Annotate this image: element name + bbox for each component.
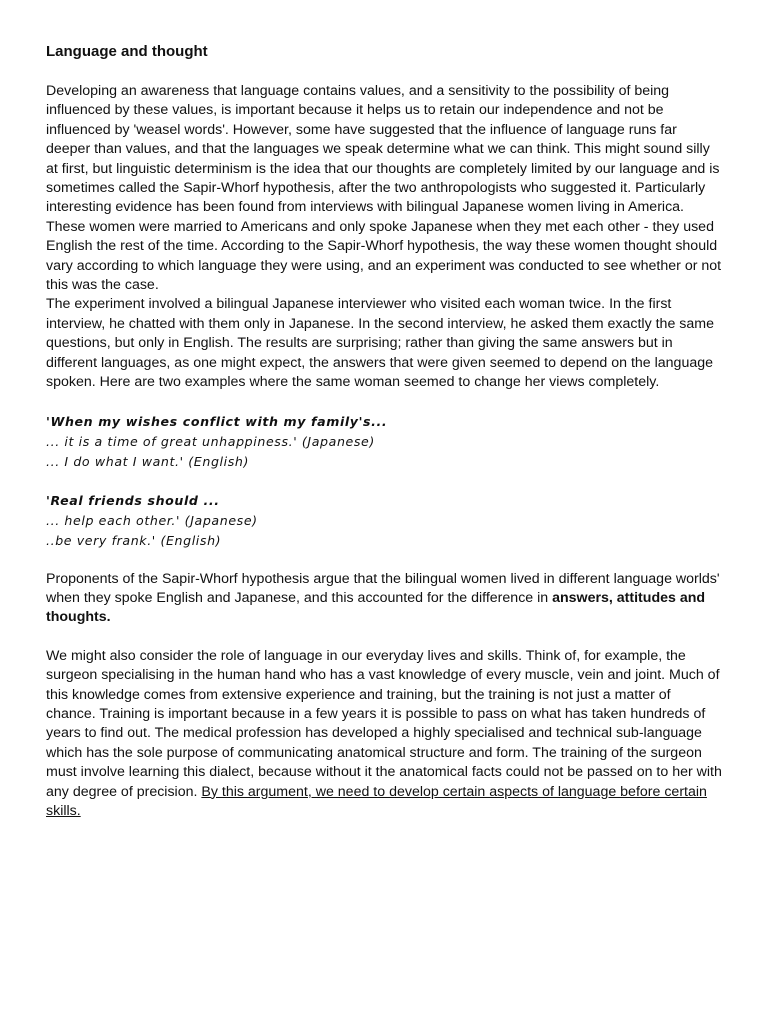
example-1 <box>46 412 722 472</box>
proponents-text: Proponents of the Sapir-Whorf hypothesis argue that the bilingual women lived in different language worlds' when they spoke English and Japanese, and this accounted for the difference in <box>46 570 720 606</box>
example-answer: ... help each other.' (Japanese) <box>46 512 258 528</box>
spacer <box>46 551 722 570</box>
spacer <box>46 628 722 647</box>
example-answer: ..be very frank.' (English) <box>46 532 222 548</box>
intro-paragraph-1: Developing an awareness that language contains values, and a sensitivity to the possibility of being influenced by these values, is important because it helps us to retain our independence and not be influenced by 'weasel words'. However, some have suggested that the influence of language runs far deeper than values, and that the languages we speak determine what we can think. This might sound silly at first, but linguistic determinism is the idea that our thoughts are completely limited by our language and is sometimes called the Sapir-Whorf hypothesis, after the two anthropologists who suggested it. Particularly interesting evidence has been found from interviews with bilingual Japanese women living in America. These women were married to Americans and only spoke Japanese when they met each other - they used English the rest of the time. According to the Sapir-Whorf hypothesis, the way these women thought should vary according to which language they were using, and an experiment was conducted to see whether or not this was the case. <box>46 83 722 294</box>
example-prompt: 'Real friends should ... <box>46 492 220 508</box>
proponents-paragraph <box>46 570 722 628</box>
spacer <box>46 393 722 412</box>
document-page <box>46 42 722 821</box>
spacer <box>46 472 722 491</box>
example-2 <box>46 491 722 551</box>
surgeon-paragraph <box>46 647 722 822</box>
intro-paragraph-2: The experiment involved a bilingual Japanese interviewer who visited each woman twice. In the first interview, he chatted with them only in Japanese. In the second interview, he asked them exactly the same questions, but only in English. The results are surprising; rather than giving the same answers but in different languages, as one might expect, the answers that were given seemed to depend on the language spoken. Here are two examples where the same woman seemed to change her views completely. <box>46 296 714 391</box>
proponents-bold-text: answers, attitudes and thoughts. <box>46 589 706 626</box>
example-prompt: 'When my wishes conflict with my family's... <box>46 413 388 429</box>
example-answer: ... I do what I want.' (English) <box>46 453 249 469</box>
surgeon-text: We might also consider the role of language in our everyday lives and skills. Think of, for example, the surgeon specialising in the human hand who has a vast knowledge of every muscle, vein and joint. Much of this knowledge comes from extensive experience and training, but the training is not just a matter of chance. Training is important because in a few years it is possible to pass on what has taken hundreds of years to find out. The medical profession has developed a highly specialised and technical sub-language which has the sole purpose of communicating anatomical structure and form. The training of the surgeon must involve learning this dialect, because without it the anatomical facts could not be passed on to her with any degree of precision. <box>46 647 722 800</box>
page-title: Language and thought <box>46 43 208 60</box>
example-answer: ... it is a time of great unhappiness.' (Japanese) <box>46 433 375 449</box>
surgeon-underlined-text: By this argument, we need to develop certain aspects of language before certain skills. <box>46 783 707 819</box>
